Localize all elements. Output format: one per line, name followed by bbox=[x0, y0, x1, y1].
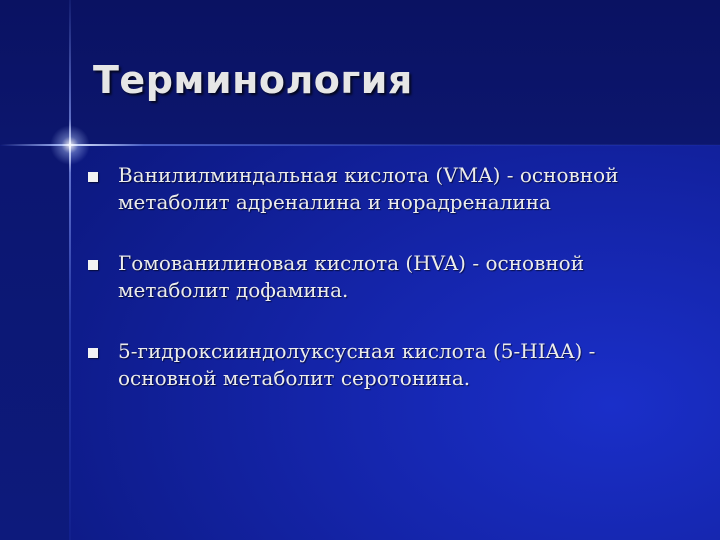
bullet-text: 5-гидроксииндолуксусная кислота (5-HIAA) - основной метаболит серотонина. bbox=[118, 339, 596, 390]
bullet-text: Ванилилминдальная кислота (VMA) - основной метаболит адреналина и норадреналина bbox=[118, 163, 619, 214]
square-bullet-icon bbox=[88, 172, 98, 182]
bullet-list bbox=[88, 162, 688, 426]
slide-title: Терминология bbox=[93, 58, 413, 102]
vertical-flare-line bbox=[69, 0, 71, 540]
bullet-item-5hiaa bbox=[88, 338, 688, 392]
bullet-item-hva bbox=[88, 250, 688, 304]
lens-flare-icon bbox=[50, 125, 90, 165]
bullet-item-vma bbox=[88, 162, 688, 216]
left-panel bbox=[0, 146, 69, 540]
square-bullet-icon bbox=[88, 348, 98, 358]
horizontal-flare-line bbox=[0, 144, 720, 146]
square-bullet-icon bbox=[88, 260, 98, 270]
bullet-text: Гомованилиновая кислота (HVA) - основной метаболит дофамина. bbox=[118, 251, 585, 302]
